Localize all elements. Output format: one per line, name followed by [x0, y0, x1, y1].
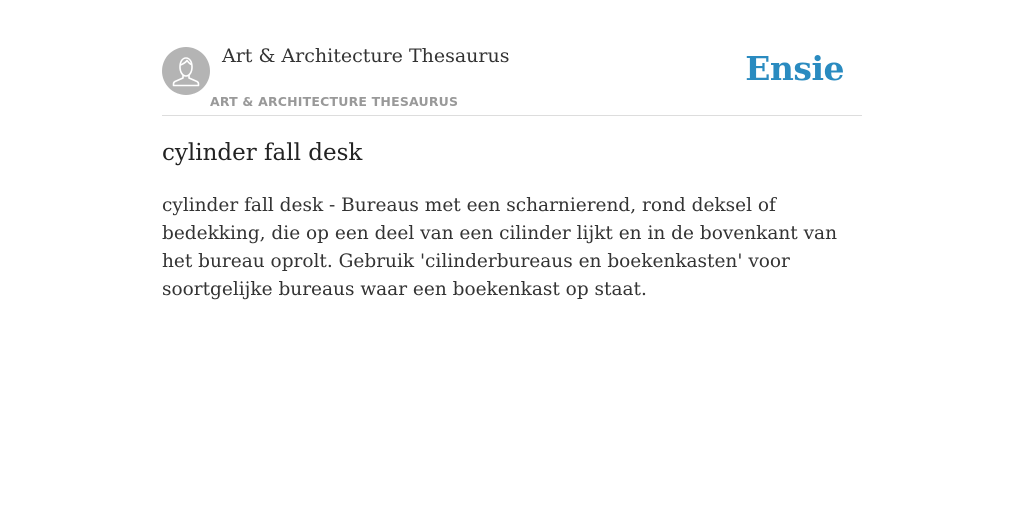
page-container [162, 0, 862, 512]
source-name[interactable]: Art & Architecture Thesaurus [222, 45, 510, 67]
source-subtitle: ART & ARCHITECTURE THESAURUS [210, 94, 459, 109]
entry-title: cylinder fall desk [162, 140, 363, 166]
entry-definition: cylinder fall desk - Bureaus met een scharnierend, rond deksel of bedekking, die op een deel van een cilinder lijkt en in de bovenkant van het bureau oprolt. Gebruik 'cilinderbureaus en boekenkasten' voor soortgelijke bureaus waar een boekenkast op staat. [162, 195, 838, 300]
source-header [162, 0, 862, 116]
site-logo[interactable]: Ensie [745, 49, 844, 88]
user-icon [162, 47, 210, 95]
avatar[interactable] [162, 47, 210, 95]
